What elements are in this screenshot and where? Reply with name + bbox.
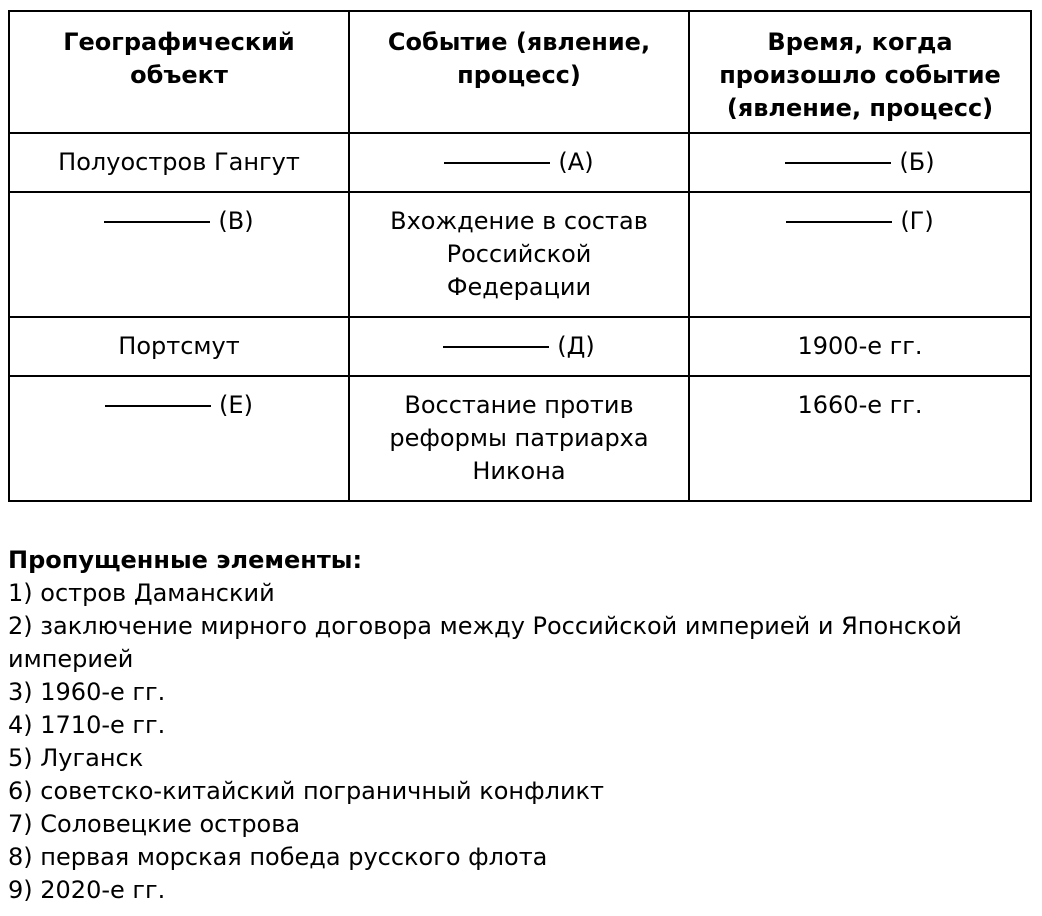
cell-time <box>689 133 1031 192</box>
answer-blank <box>444 162 550 164</box>
table-row <box>9 133 1031 192</box>
table-header-row <box>9 11 1031 133</box>
answer-blank <box>786 221 892 223</box>
answer-blank <box>785 162 891 164</box>
cell-time <box>689 192 1031 317</box>
header-event: Событие (явление, процесс) <box>349 11 689 133</box>
matching-table <box>8 10 1032 502</box>
header-time: Время, когда произошло событие (явление, процесс) <box>689 11 1031 133</box>
blank-marker: (Д) <box>557 332 595 360</box>
list-item: 3) 1960-е гг. <box>8 678 166 706</box>
missing-elements-list <box>8 577 1028 907</box>
header-geo-object: Географический объект <box>9 11 349 133</box>
document-page <box>8 10 1030 502</box>
table-row <box>9 317 1031 376</box>
answer-blank <box>105 405 211 407</box>
list-item: 7) Соловецкие острова <box>8 810 301 838</box>
cell-object <box>9 192 349 317</box>
missing-elements-title: Пропущенные элементы: <box>8 546 363 574</box>
blank-marker: (В) <box>218 207 254 235</box>
cell-object: Полуостров Гангут <box>9 133 349 192</box>
table-row <box>9 192 1031 317</box>
cell-time: 1900-е гг. <box>689 317 1031 376</box>
list-item: 5) Луганск <box>8 744 144 772</box>
answer-blank <box>104 221 210 223</box>
missing-elements-section <box>8 544 1028 907</box>
answer-blank <box>443 346 549 348</box>
blank-marker: (Е) <box>219 391 253 419</box>
cell-object <box>9 376 349 501</box>
list-item: 4) 1710-е гг. <box>8 711 166 739</box>
cell-event <box>349 133 689 192</box>
blank-marker: (А) <box>558 148 594 176</box>
list-item: 8) первая морская победа русского флота <box>8 843 548 871</box>
list-item: 9) 2020-е гг. <box>8 876 166 904</box>
cell-object: Портсмут <box>9 317 349 376</box>
cell-event <box>349 317 689 376</box>
table-row <box>9 376 1031 501</box>
cell-time: 1660-е гг. <box>689 376 1031 501</box>
blank-marker: (Г) <box>900 207 934 235</box>
list-item: 1) остров Даманский <box>8 579 275 607</box>
list-item: 6) советско-китайский пограничный конфликт <box>8 777 605 805</box>
blank-marker: (Б) <box>899 148 935 176</box>
cell-event: Вхождение в состав Российской Федерации <box>349 192 689 317</box>
cell-event: Восстание против реформы патриарха Никона <box>349 376 689 501</box>
list-item: 2) заключение мирного договора между Российской империей и Японской империей <box>8 612 962 673</box>
